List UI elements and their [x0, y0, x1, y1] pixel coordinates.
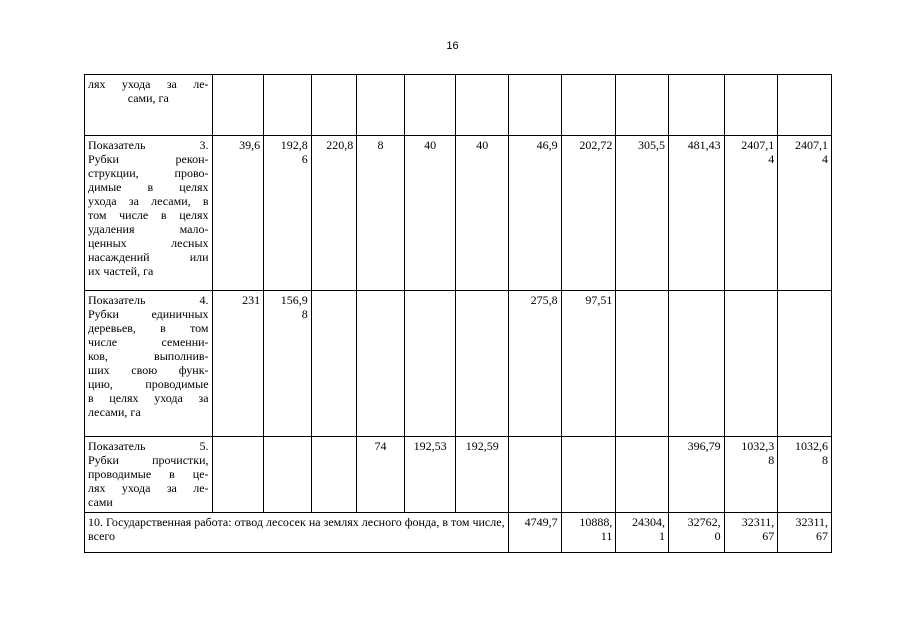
value-cell — [212, 437, 264, 513]
description-line: димые в целях — [88, 180, 209, 194]
value-cell: 231 — [212, 291, 264, 437]
value-cell: 1032,6 8 — [778, 437, 832, 513]
row-description — [85, 75, 213, 136]
value-cell: 46,9 — [509, 136, 562, 291]
table-body — [85, 75, 832, 553]
value-cell: 275,8 — [509, 291, 562, 437]
value-cell — [616, 291, 669, 437]
summary-row — [85, 513, 832, 553]
value-cell — [357, 75, 405, 136]
description-line: лесами, га — [88, 405, 141, 419]
description-line: ценных лесных — [88, 236, 209, 250]
value-cell — [509, 75, 562, 136]
value-cell: 2407,1 4 — [778, 136, 832, 291]
value-cell — [404, 75, 456, 136]
description-line: деревьев, в том — [88, 321, 209, 335]
value-cell: 40 — [456, 136, 509, 291]
description-line: сами, га — [127, 91, 169, 105]
value-cell — [212, 75, 264, 136]
value-cell: 220,8 — [311, 136, 357, 291]
value-cell: 40 — [404, 136, 456, 291]
description-line: ков, выполнив- — [88, 349, 209, 363]
description-line: том числе в целях — [88, 208, 209, 222]
description-line: сами — [88, 495, 113, 509]
summary-value-cell: 32311, 67 — [778, 513, 832, 553]
description-line: насаждений или — [88, 250, 209, 264]
description-line: лях ухода за ле- — [88, 481, 209, 495]
description-line: Показатель 5. — [88, 439, 209, 453]
description-line: Рубки единичных — [88, 307, 209, 321]
value-cell: 396,79 — [668, 437, 724, 513]
value-cell: 97,51 — [561, 291, 616, 437]
table-row — [85, 291, 832, 437]
summary-value-cell: 32762, 0 — [668, 513, 724, 553]
value-cell: 192,53 — [404, 437, 456, 513]
value-cell — [311, 291, 357, 437]
summary-value-cell: 24304, 1 — [616, 513, 669, 553]
forest-works-table — [84, 74, 832, 553]
value-cell — [668, 291, 724, 437]
value-cell: 74 — [357, 437, 405, 513]
value-cell: 202,72 — [561, 136, 616, 291]
value-cell: 481,43 — [668, 136, 724, 291]
value-cell — [264, 437, 312, 513]
description-line: Показатель 4. — [88, 293, 209, 307]
summary-value-cell: 10888, 11 — [561, 513, 616, 553]
value-cell: 1032,3 8 — [724, 437, 778, 513]
description-line: их частей, га — [88, 264, 154, 278]
description-line: струкции, прово- — [88, 166, 209, 180]
value-cell — [264, 75, 312, 136]
value-cell — [724, 291, 778, 437]
value-cell — [561, 75, 616, 136]
summary-value-cell: 4749,7 — [509, 513, 562, 553]
value-cell — [404, 291, 456, 437]
value-cell — [616, 437, 669, 513]
summary-value-cell: 32311, 67 — [724, 513, 778, 553]
value-cell — [778, 75, 832, 136]
summary-label: 10. Государственная работа: отвод лесосек на землях лесного фонда, в том числе, всего — [85, 513, 509, 553]
description-line: ухода за лесами, в — [88, 194, 209, 208]
value-cell — [311, 437, 357, 513]
value-cell: 2407,1 4 — [724, 136, 778, 291]
description-line: Рубки рекон- — [88, 152, 209, 166]
value-cell — [456, 75, 509, 136]
table-row — [85, 437, 832, 513]
value-cell: 39,6 — [212, 136, 264, 291]
value-cell — [509, 437, 562, 513]
value-cell — [778, 291, 832, 437]
value-cell — [561, 437, 616, 513]
value-cell — [616, 75, 669, 136]
value-cell — [724, 75, 778, 136]
description-line: Показатель 3. — [88, 138, 209, 152]
description-line: лях ухода за ле- — [88, 77, 209, 91]
value-cell — [668, 75, 724, 136]
table-row — [85, 136, 832, 291]
description-line: в целях ухода за — [88, 391, 209, 405]
page-number: 16 — [446, 40, 459, 52]
value-cell — [311, 75, 357, 136]
row-description — [85, 291, 213, 437]
value-cell: 192,8 6 — [264, 136, 312, 291]
description-line: ших свою функ- — [88, 363, 209, 377]
value-cell: 156,9 8 — [264, 291, 312, 437]
value-cell: 8 — [357, 136, 405, 291]
description-line: цию, проводимые — [88, 377, 209, 391]
row-description — [85, 136, 213, 291]
table-row — [85, 75, 832, 136]
description-line: проводимые в це- — [88, 467, 209, 481]
description-line: Рубки прочистки, — [88, 453, 209, 467]
value-cell: 192,59 — [456, 437, 509, 513]
value-cell: 305,5 — [616, 136, 669, 291]
description-line: числе семенни- — [88, 335, 209, 349]
description-line: удаления мало- — [88, 222, 209, 236]
value-cell — [357, 291, 405, 437]
row-description — [85, 437, 213, 513]
value-cell — [456, 291, 509, 437]
